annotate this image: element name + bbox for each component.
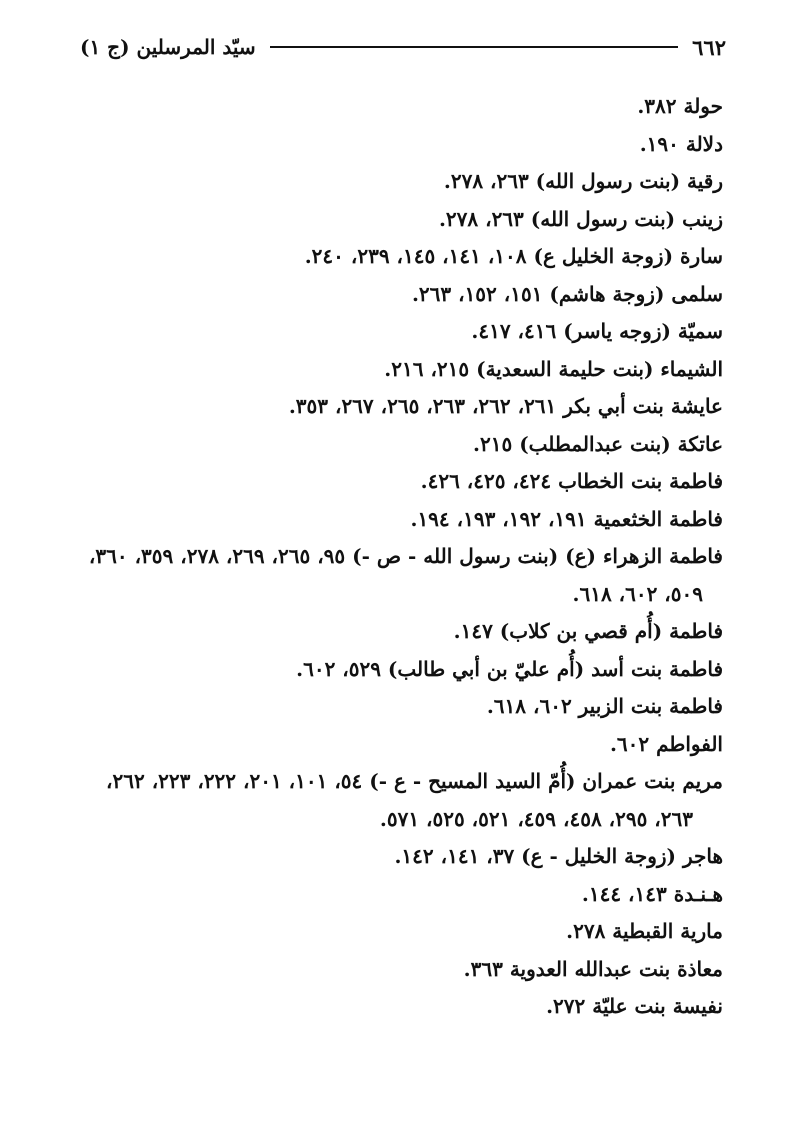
index-entry: [78, 651, 723, 689]
index-entry: [78, 351, 723, 389]
entry-text: مارية القبطية ٢٧٨.: [566, 919, 723, 943]
entry-continuation: ٥٠٩، ٦٠٢، ٦١٨.: [572, 581, 703, 606]
entry-text: رقية (بنت رسول الله) ٢٦٣، ٢٧٨.: [443, 169, 723, 193]
index-entry: [78, 88, 723, 126]
index-entry: [78, 126, 723, 164]
entry-continuation: ٢٦٣، ٢٩٥، ٤٥٨، ٤٥٩، ٥٢١، ٥٢٥، ٥٧١.: [379, 806, 693, 831]
index-entry: [78, 388, 723, 426]
index-entry: [78, 726, 723, 764]
entry-text: نفيسة بنت عليّة ٢٧٢.: [546, 994, 723, 1018]
index-entry: [78, 613, 723, 651]
entry-text: عايشة بنت أبي بكر ٢٦١، ٢٦٢، ٢٦٣، ٢٦٥، ٢٦٧، ٣٥٣.: [288, 394, 723, 418]
entry-text: الفواطم ٦٠٢.: [609, 731, 723, 756]
index-entry: [78, 426, 723, 464]
entry-text: فاطمة بنت الزبير ٦٠٢، ٦١٨.: [486, 694, 723, 718]
entry-text: فاطمة (أُم قصي بن كلاب) ١٤٧.: [453, 619, 723, 643]
page-number: ٦٦٢: [692, 34, 726, 60]
index-entry: [78, 501, 723, 539]
page-header: [80, 30, 726, 64]
entry-text: سلمى (زوجة هاشم) ١٥١، ١٥٢، ٢٦٣.: [411, 281, 723, 306]
index-entry: [78, 688, 723, 726]
index-entry: [78, 463, 723, 501]
index-entry: [78, 201, 723, 239]
index-entry: [78, 163, 723, 201]
index-entry: [78, 838, 723, 876]
index-entry: [78, 763, 723, 838]
entry-text: فاطمة بنت الخطاب ٤٢٤، ٤٢٥، ٤٢٦.: [420, 469, 723, 493]
entry-text: سارة (زوجة الخليل ع) ١٠٨، ١٤١، ١٤٥، ٢٣٩، ٢٤٠.: [304, 244, 723, 268]
entry-text: معاذة بنت عبدالله العدوية ٣٦٣.: [463, 956, 723, 981]
running-title: سيّد المرسلين (ج ١): [80, 35, 256, 59]
index-entry: [78, 238, 723, 276]
entry-text: سميّة (زوجه ياسر) ٤١٦، ٤١٧.: [471, 319, 723, 343]
entry-text: زينب (بنت رسول الله) ٢٦٣، ٢٧٨.: [438, 206, 723, 231]
entry-text: هـنـدة ١٤٣، ١٤٤.: [581, 881, 723, 906]
index-entry: [78, 538, 723, 613]
entry-text: فاطمة بنت أسد (أُم عليّ بن أبي طالب) ٥٢٩، ٦٠٢.: [296, 656, 723, 681]
entry-text: حولة ٣٨٢.: [637, 94, 723, 118]
entry-text: هاجر (زوجة الخليل - ع) ٣٧، ١٤١، ١٤٢.: [394, 844, 723, 868]
entry-text: فاطمة الزهراء (ع) (بنت رسول الله - ص -) ٩٥، ٢٦٥، ٢٦٩، ٢٧٨، ٣٥٩، ٣٦٠،: [88, 544, 723, 568]
index-entry: [78, 951, 723, 989]
entry-text: الشيماء (بنت حليمة السعدية) ٢١٥، ٢١٦.: [384, 356, 723, 381]
index-entry: [78, 276, 723, 314]
header-rule: [270, 46, 678, 48]
entry-text: دلالة ١٩٠.: [639, 131, 723, 156]
index-entry: [78, 913, 723, 951]
entry-text: فاطمة الخثعمية ١٩١، ١٩٢، ١٩٣، ١٩٤.: [410, 506, 723, 531]
entry-text: عاتكة (بنت عبدالمطلب) ٢١٥.: [473, 431, 723, 456]
index-entry: [78, 876, 723, 914]
index-list: [78, 88, 723, 1026]
index-entry: [78, 988, 723, 1026]
entry-text: مريم بنت عمران (أُمّ السيد المسيح - ع -) ٥٤، ١٠١، ٢٠١، ٢٢٢، ٢٢٣، ٢٦٢،: [106, 769, 723, 793]
index-entry: [78, 313, 723, 351]
